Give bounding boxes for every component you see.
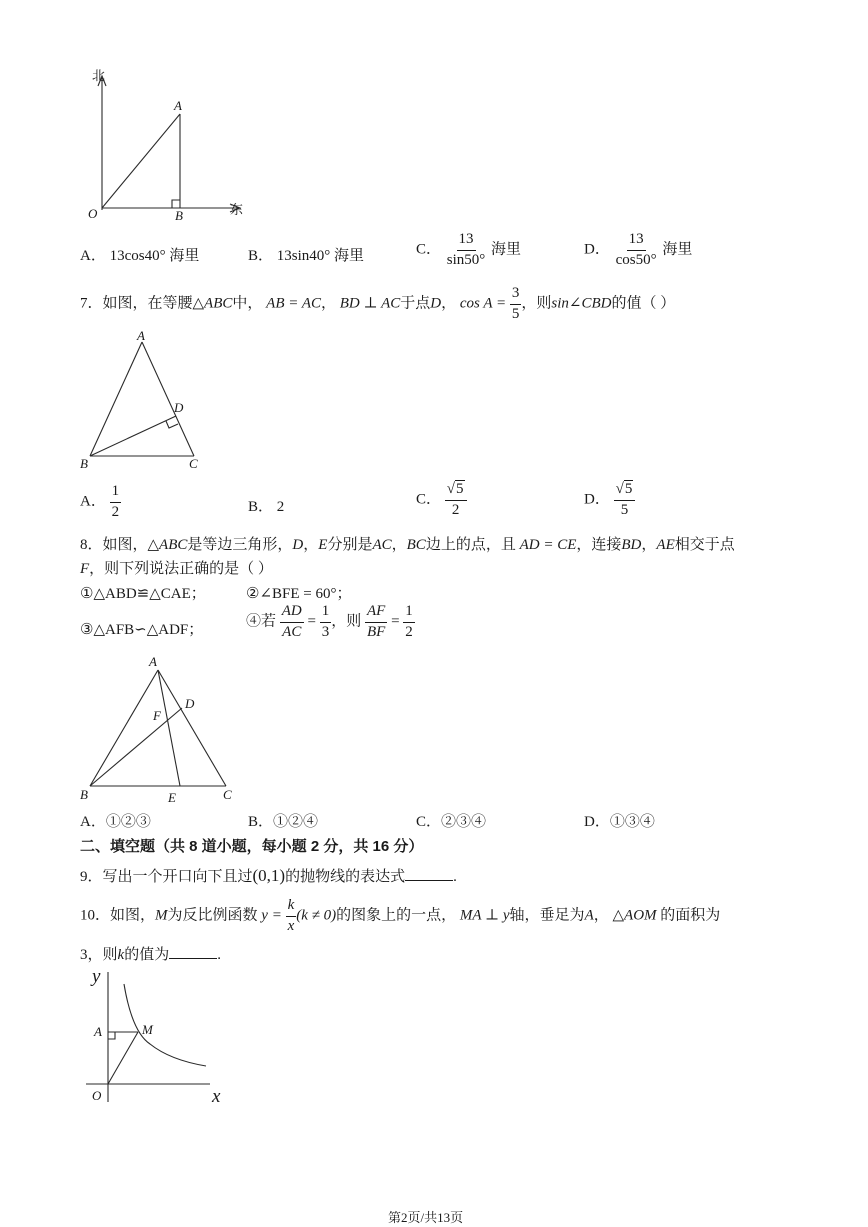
q6-option-a: A． 13cos40° 海里 (80, 248, 200, 264)
q10-axis-x: x (212, 1086, 221, 1107)
q8-label-f: F (153, 708, 161, 723)
q7-stem: 7．如图，在等腰△ABC中， AB = AC， BD ⊥ AC于点D， cos A = $\frac{3}{5}$ ，则sin∠CBD的值（ ） (80, 285, 676, 322)
q7-label-a: A (137, 328, 145, 343)
q10-answer-blank[interactable] (169, 944, 217, 959)
q8-statement-3: ③△AFB∽△ADF； (80, 622, 204, 638)
q8-option-c: C．②③④ (416, 814, 487, 830)
page-footer: 第2页/共13页 (388, 1210, 464, 1225)
q8-statement-2: ②∠BFE = 60°； (246, 586, 352, 602)
q7-option-a: A． $\frac{1}{2}$ (80, 483, 120, 520)
q7-option-b: B． 2 (248, 499, 285, 515)
q7-label-b: B (80, 456, 88, 471)
q8-label-d: D (185, 696, 195, 711)
q8-statement-1: ①△ABD≌△CAE； (80, 586, 206, 602)
q7-option-c: C． $\frac{√5}{2}$ (416, 482, 467, 519)
q8-statement-4: ④若 $\frac{AD}{AC}$ = $\frac{1}{3}$ ，则 $\frac{AF}{BF}$ = $\frac{1}{2}$ (246, 603, 413, 640)
q9-answer-blank[interactable] (405, 866, 453, 881)
east-label: 东 (230, 202, 244, 217)
north-label: 北 (92, 68, 106, 83)
q8-option-d: D．①③④ (584, 814, 655, 830)
q10-label-o: O (92, 1088, 102, 1103)
q8-stem-line1: 8．如图，△ABC是等边三角形，D，E分别是AC，BC边上的点，且 AD = CE，连接BD，AE相交于点 (80, 537, 735, 553)
q10-label-m: M (142, 1022, 153, 1037)
q6-option-c: C． $\frac{13}{\sin 50^\circ}$ 海里 (416, 231, 522, 268)
q10-label-a: A (94, 1024, 102, 1039)
q8-label-c: C (223, 787, 232, 802)
point-a-label: A (174, 98, 182, 113)
q8-stem-line2: F，则下列说法正确的是（ ） (80, 561, 273, 577)
q8-figure (76, 652, 246, 807)
q6-option-b: B． 13sin40° 海里 (248, 248, 365, 264)
q10-stem-line1: 10．如图，M为反比例函数 y = $\frac{k}{x}$ (k ≠ 0)的图象上的一点， MA ⊥ y轴，垂足为A， △AOM 的面积为 (80, 897, 721, 934)
point-b-label: B (175, 208, 183, 223)
q7-option-d: D． $\frac{√5}{5}$ (584, 482, 635, 519)
q8-label-e: E (168, 790, 176, 805)
q8-label-b: B (80, 787, 88, 802)
q6-option-d: D． $\frac{13}{\cos 50^\circ}$ 海里 (584, 231, 693, 268)
q9-stem: 9．写出一个开口向下且过(0,1)的抛物线的表达式 . (80, 866, 457, 885)
q6-figure (80, 64, 260, 224)
q7-figure (76, 328, 216, 473)
q10-axis-y: y (92, 966, 101, 987)
q8-label-a: A (149, 654, 157, 669)
point-o-label: O (88, 206, 98, 221)
q7-label-c: C (189, 456, 198, 471)
q8-option-a: A．①②③ (80, 814, 151, 830)
q7-label-d: D (174, 400, 184, 415)
q10-stem-line2: 3，则k的值为 . (80, 943, 221, 964)
q10-figure (80, 962, 240, 1112)
section-heading: 二、填空题（共 8 道小题，每小题 2 分，共 16 分） (80, 838, 424, 855)
q8-option-b: B．①②④ (248, 814, 319, 830)
